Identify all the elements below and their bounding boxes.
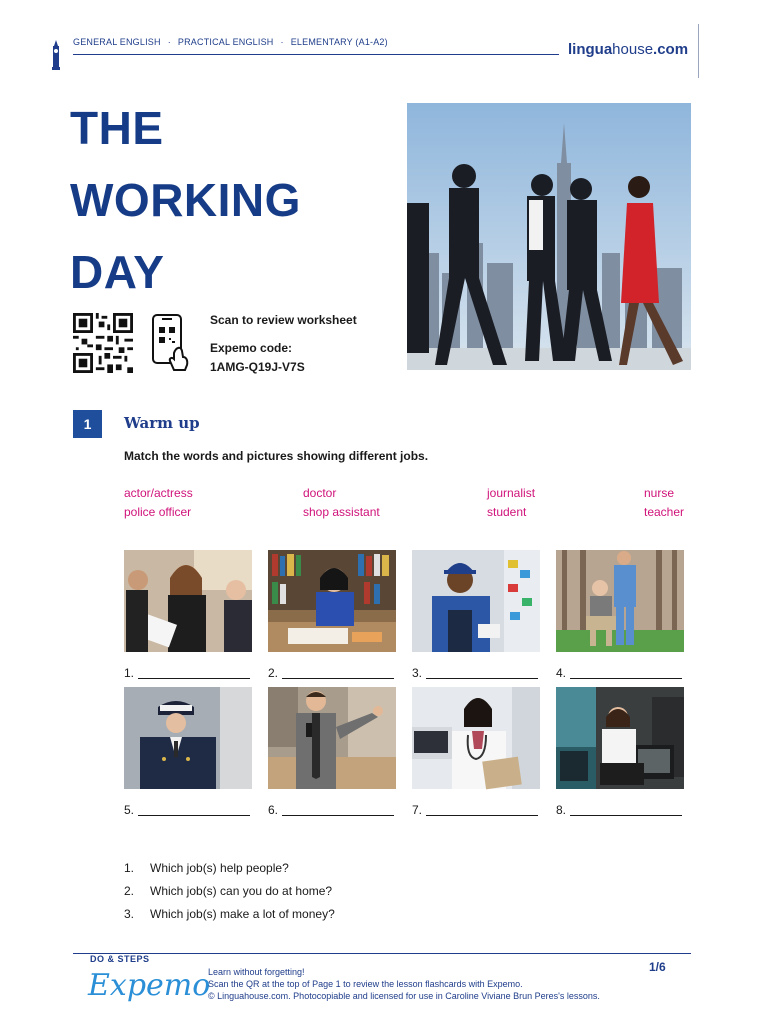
breadcrumb-general-english[interactable]: GENERAL ENGLISH [73,37,161,47]
phone-scan-icon [150,313,190,371]
section-title: Warm up [124,414,200,432]
answer-blank[interactable] [282,805,394,816]
answer-blank[interactable] [570,668,682,679]
word-nurse: nurse [644,486,675,500]
answer-line-5[interactable] [124,803,250,817]
word-doctor: doctor [303,486,337,500]
answer-line-6[interactable] [268,803,394,817]
question-2 [124,884,332,898]
breadcrumb-separator: · [167,37,171,47]
photo-doctor [412,687,540,789]
answer-line-7[interactable] [412,803,538,817]
answer-line-4[interactable] [556,666,682,680]
footer-notice [208,966,600,1002]
answer-line-1[interactable] [124,666,250,680]
linguahouse-logo[interactable] [568,41,688,58]
photo-student-studying [268,550,396,652]
question-number: 3. [124,907,135,921]
footer-clipped-text: DO & STEPS [90,954,150,964]
photo-actress [556,687,684,789]
title-line-3: DAY [70,246,165,298]
question-text: Which job(s) can you do at home? [150,884,333,898]
scan-prompt: Scan to review worksheet [210,313,357,327]
page-title [70,92,301,308]
hero-photo-commuters [407,103,691,370]
photo-nurse-with-patient [556,550,684,652]
footer-line-3: © Linguahouse.com. Photocopiable and licensed for use in Caroline Viviane Brun Peres's lessons. [208,991,600,1001]
answer-number: 7. [412,803,423,817]
question-text: Which job(s) help people? [150,861,289,875]
title-line-1: THE [70,102,164,154]
expemo-code-label: Expemo code: [210,341,293,355]
header-vertical-rule [698,24,699,78]
photo-journalist [268,687,396,789]
answer-blank[interactable] [426,668,538,679]
answer-line-8[interactable] [556,803,682,817]
page-number: 1/6 [649,960,666,974]
answer-blank[interactable] [282,668,394,679]
answer-number: 2. [268,666,279,680]
answer-blank[interactable] [426,805,538,816]
breadcrumb [73,37,388,47]
answer-number: 8. [556,803,567,817]
expemo-code: 1AMG-Q19J-V7S [210,360,305,374]
answer-number: 3. [412,666,423,680]
footer-line-1: Learn without forgetting! [208,967,305,977]
logo-bold: lingua [568,41,613,58]
breadcrumb-practical-english[interactable]: PRACTICAL ENGLISH [177,37,274,47]
qr-code-icon[interactable] [73,313,133,373]
answer-number: 5. [124,803,135,817]
section-number-badge: 1 [73,410,102,438]
answer-blank[interactable] [138,668,250,679]
breadcrumb-separator: · [280,37,284,47]
word-journalist: journalist [487,486,536,500]
answer-blank[interactable] [138,805,250,816]
scan-info [210,311,357,377]
header-divider [73,54,559,55]
question-text: Which job(s) make a lot of money? [150,907,335,921]
answer-number: 1. [124,666,135,680]
logo-light: house [612,41,654,58]
answer-line-3[interactable] [412,666,538,680]
answer-line-2[interactable] [268,666,394,680]
word-actor-actress: actor/actress [124,486,193,500]
footer-line-2: Scan the QR at the top of Page 1 to review the lesson flashcards with Expemo. [208,979,523,989]
question-number: 2. [124,884,135,898]
question-3 [124,907,335,921]
photo-police-officer [124,687,252,789]
expemo-logo[interactable] [88,965,211,1007]
question-number: 1. [124,861,135,875]
expemo-logo-text: Expemo [88,968,211,1003]
answer-blank[interactable] [570,805,682,816]
photo-shop-assistant [412,550,540,652]
section-instruction: Match the words and pictures showing different jobs. [124,449,429,463]
answer-number: 6. [268,803,279,817]
title-line-2: WORKING [70,174,301,226]
photo-teacher-with-students [124,550,252,652]
word-student: student [487,505,527,519]
word-police-officer: police officer [124,505,192,519]
big-ben-icon [50,40,62,70]
answer-number: 4. [556,666,567,680]
word-teacher: teacher [644,505,685,519]
breadcrumb-level[interactable]: ELEMENTARY (A1-A2) [290,37,388,47]
word-shop-assistant: shop assistant [303,505,380,519]
logo-suffix: .com [653,41,689,58]
footer-divider [73,953,691,954]
question-1 [124,861,289,875]
